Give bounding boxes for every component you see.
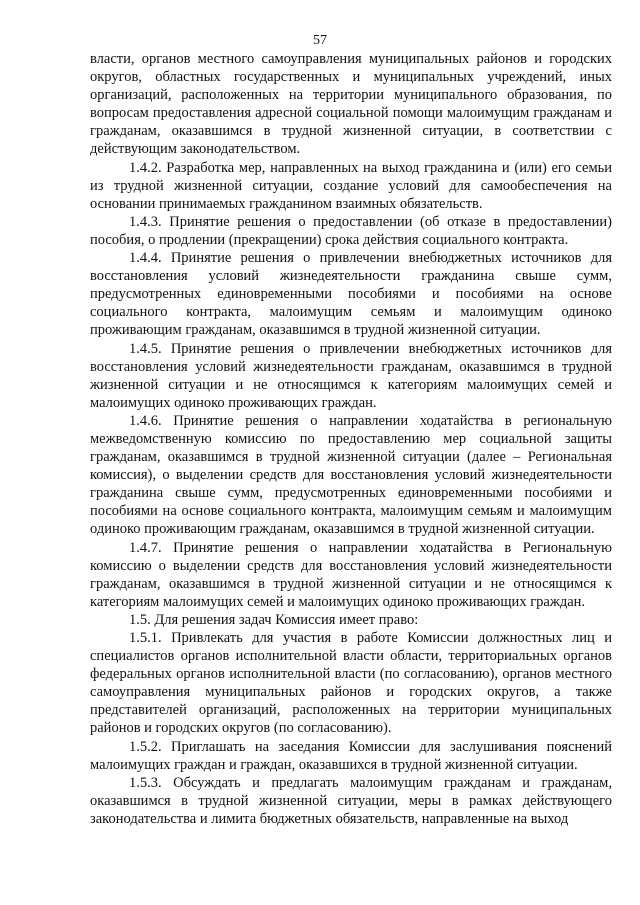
paragraph-1-4-3: 1.4.3. Принятие решения о предоставлении (об отказе в предоставлении) пособия, о продлении (прекращении) срока действия социального контракта.: [90, 213, 612, 248]
page-number: 57: [313, 33, 327, 48]
paragraph-1-4-7: 1.4.7. Принятие решения о направлении ходатайства в Региональную комиссию о выделении средств для восстановления условий жизнедеятельности гражданам, оказавшимся в трудной жизненной ситуации и не относящимся к категориям малоимущих семей и малоимущих одиноко проживающих граждан.: [90, 539, 612, 610]
paragraph-continuation: власти, органов местного самоуправления муниципальных районов и городских округов, областных государственных и муниципальных учреждений, иных организаций, расположенных на территории муниципального образования, по вопросам предоставления адресной социальной помощи малоимущим гражданам и гражданам, оказавшимся в трудной жизненной ситуации, в соответствии с действующим законодательством.: [90, 51, 612, 158]
paragraph-1-4-4: 1.4.4. Принятие решения о привлечении внебюджетных источников для восстановления условий жизнедеятельности гражданина свыше сумм, предусмотренных единовременными пособиями и пособиями на основе социального контракта, малоимущим семьям и малоимущим одиноко проживающим гражданам, оказавшимся в трудной жизненной ситуации.: [90, 250, 612, 339]
paragraph-1-4-6: 1.4.6. Принятие решения о направлении ходатайства в региональную межведомственную комиссию по предоставлению мер социальной защиты гражданам, оказавшимся в трудной жизненной ситуации (далее – Региональная комиссия), о выделении средств для восстановления условий жизнедеятельности гражданина свыше сумм, предусмотренных единовременными пособиями и пособиями на основе социального контракта, малоимущим семьям и малоимущим одиноко проживающим гражданам, оказавшимся в трудной жизненной ситуации.: [90, 412, 612, 538]
paragraph-1-4-2: 1.4.2. Разработка мер, направленных на выход гражданина и (или) его семьи из трудной жизненной ситуации, создание условий для самообеспечения на основании принимаемых гражданином взаимных обязательств.: [90, 159, 612, 212]
paragraph-1-5-3: 1.5.3. Обсуждать и предлагать малоимущим гражданам и гражданам, оказавшимся в трудной жизненной ситуации, меры в рамках действующего законодательства и лимита бюджетных обязательств, направленные на выход: [90, 774, 612, 827]
paragraph-1-5-1: 1.5.1. Привлекать для участия в работе Комиссии должностных лиц и специалистов органов исполнительной власти области, территориальных органов федеральных органов исполнительной власти (по согласованию), органов местного самоуправления муниципальных районов и городских округов, а также представителей организаций, расположенных на территории муниципальных районов и городских округов (по согласованию).: [90, 630, 612, 737]
paragraph-1-5: 1.5. Для решения задач Комиссия имеет право:: [129, 611, 419, 628]
paragraph-1-5-2: 1.5.2. Приглашать на заседания Комиссии для заслушивания пояснений малоимущих граждан и граждан, оказавшихся в трудной жизненной ситуации.: [90, 738, 612, 773]
document-body: [90, 50, 612, 828]
paragraph-1-4-5: 1.4.5. Принятие решения о привлечении внебюджетных источников для восстановления условий жизнедеятельности гражданам, оказавшимся в трудной жизненной ситуации и не относящимся к категориям малоимущих семей и малоимущих одиноко проживающих граждан.: [90, 340, 612, 411]
